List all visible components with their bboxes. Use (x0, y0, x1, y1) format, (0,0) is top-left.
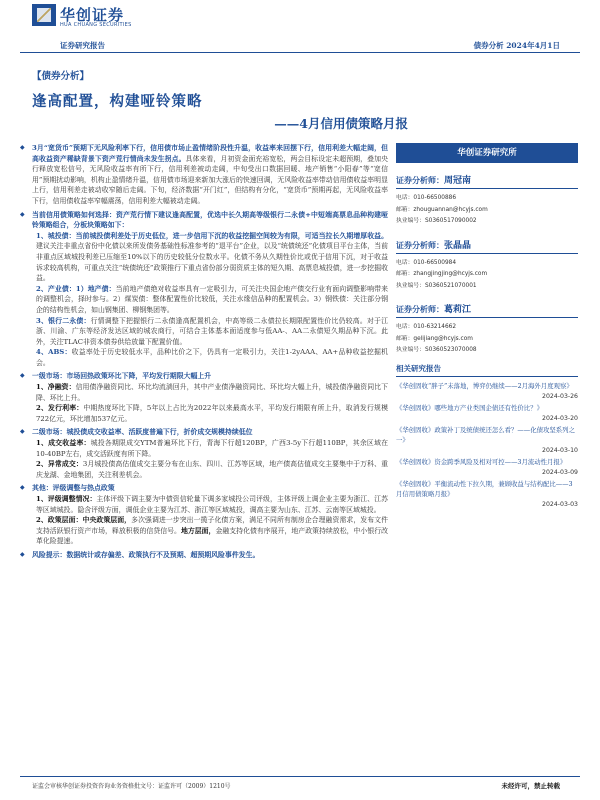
company-logo-icon (32, 4, 56, 26)
report-type: 证券研究报告 (60, 41, 105, 50)
analyst-name-row (396, 173, 578, 186)
chengtou-lead: 1、城投债：当前城投债利差处于历史低位，进一步信用下沉的收益挖掘空间较为有限，可适当拉长久期增厚收益。 (36, 231, 388, 240)
logo-text-en: HUA CHUANG SECURITIES (60, 22, 132, 28)
other-lead: 其他：评级调整与热点政策 (32, 484, 115, 493)
rating-text: 主体评级下调主要为中债资信轮量下调多家城投公司评级，主体评级上调企业主要为浙江、江苏等区域城投。隐含评级方面，调低企业主要为江苏、浙江等区域城投，调高主要为山东、江苏、云南等区域城投。 (36, 495, 388, 514)
related-report-date: 2024-03-09 (542, 468, 578, 476)
related-report-date: 2024-03-03 (542, 500, 578, 508)
sidebar-header: 华创证券研究所 (396, 143, 578, 163)
risk-warning (20, 550, 388, 561)
report-title: 逢高配置，构建哑铃策略 (32, 93, 203, 110)
policy-paragraph (20, 515, 388, 547)
chengtou-paragraph (20, 231, 388, 284)
analyst-contact (396, 322, 578, 357)
related-report-link[interactable]: 《华创固收》资金跨季风险及相对可控——3月流动性月报》 (396, 457, 567, 466)
secondary-market-heading (20, 427, 388, 438)
industry-text: 当前地产债绝对收益率具有一定吸引力，可关注央国企地产债交行业有面向调整影响带来的调整机会，择时参与。2）煤炭债：整体配置性价比较低，关注水缘信品种的配置机会。3）钢铁债：关注部分钢企的结构性机会，如山钢集团、柳钢集团等。 (36, 284, 388, 314)
strategy-paragraph (20, 210, 388, 231)
report-tag: 【债券分析】 (32, 71, 90, 82)
analyst-name: 张晶晶 (444, 240, 472, 251)
other-heading (20, 483, 388, 494)
chengtou-text: 建议关注非重点省份中化债以来所发债务基础性标准参考的“退平台”企业，以及“统债统还”化债项目平台主体，当前非重点区域城投利差已压缩至10%以下的历史较低分位数水平。化债不务从久期性价比或优于信用下沉，对于收益诉求较高机构，可重点关注“统债统还”政策推行下重点省份部分弱资质主体的短久期、高票息城投债，进一步挖掘收益。 (36, 242, 388, 283)
industry-paragraph (20, 284, 388, 316)
sidebar (396, 143, 578, 508)
primary-market-heading (20, 371, 388, 382)
related-report-link[interactable]: 《华创固收“胖子”未落地，博弈仍继续——2月海外月度观察》 (396, 381, 573, 390)
analyst-phone: 电话：010-63214662 (396, 324, 457, 330)
yield-paragraph (20, 438, 388, 459)
net-financing-lead: 1、净融资： (36, 383, 76, 392)
analyst-phone: 电话：010-66500984 (396, 259, 457, 266)
analyst-divider (396, 317, 578, 318)
analyst-email[interactable]: 邮箱：zhouguannan@hcyjs.com (396, 206, 488, 213)
bank-lead: 3、银行二永债： (36, 316, 91, 325)
rating-lead: 1、评级调整情况： (36, 495, 97, 503)
policy-lead: 2、政策层面：中央政策层面， (36, 516, 132, 525)
related-report-link[interactable]: 《华创固收》政策补丁及统债统还怎么看？——化债攻坚系列之一》 (396, 425, 575, 444)
risk-text: 风险提示：数据统计或存偏差、政策执行不及预期、超预期风险事件发生。 (32, 550, 260, 559)
related-report-date: 2024-03-10 (542, 446, 578, 454)
abs-lead: 4、ABS： (36, 348, 72, 357)
abnormal-trade-text: 3月城投债高估值成交主要分布在山东、四川、江苏等区域，地产债高估值成交主要集中于万科、重庆龙湖、金地集团，关注利差机会。 (36, 460, 388, 479)
analyst-email[interactable]: 邮箱：gelijiang@hcyjs.com (396, 335, 473, 342)
analyst-contact (396, 193, 578, 228)
issuance-paragraph (20, 403, 388, 424)
analyst-role: 证券分析师： (396, 304, 444, 314)
analyst-cert: 执业编号：S0360523070008 (396, 347, 477, 353)
yield-text: 城投各期限成交YTM普遍环比下行，青海下行超120BP，广西3-5y下行超110BP，其余区域在10-40BP左右，成交活跃度有所下降。 (36, 439, 388, 458)
related-divider (396, 376, 578, 377)
analyst-role: 证券分析师： (396, 239, 444, 250)
primary-market-lead: 一级市场：市场回热政策环比下降，平均发行期限大幅上升 (32, 372, 212, 381)
related-reports-heading: 相关研究报告 (396, 363, 441, 373)
yield-lead: 1、成交收益率： (36, 439, 91, 448)
analyst-contact (396, 258, 578, 293)
bank-text: 行情调整下把握银行二永债逢高配置机会，中高等级二永债拉长期限配置性价比仍较高。对于江浙、川渝、广东等经济发达区域的城农商行，可结合主体基本面适度参与低AA-、AA二永债短久期品种下沉。此外，关注TLAC非资本债券供给放量下配置价值。 (36, 316, 388, 346)
bank-paragraph (20, 316, 388, 348)
analyst-phone: 电话：010-66500886 (396, 195, 457, 201)
net-financing-text: 信用债净融资同比、环比均流淌回升，其中产业债净融资同比、环比均大幅上升，城投债净融资同比下降、环比上升。 (36, 383, 389, 402)
analyst-name: 葛莉江 (444, 305, 472, 315)
rating-paragraph (20, 494, 388, 515)
analyst-name-row (396, 238, 578, 251)
analyst-name: 周冠南 (444, 176, 472, 186)
policy-local-text: 金融支持化债有序展开，地产政策持续放松，中小银行改革化险提速。 (36, 526, 389, 546)
issuance-lead: 2、发行利率： (36, 404, 84, 413)
header-divider (20, 52, 580, 53)
analyst-cert: 执业编号：S0360521070001 (396, 282, 477, 289)
analyst-divider (396, 188, 578, 189)
report-body (20, 143, 388, 561)
summary-lead: 3月“宽货币”预期下无风险利率下行，信用债市场止盈情绪阶段性升温，收益率来回摆下行，信用利差大幅走阔，但高收益资产稀缺背景下资产荒行情尚未发生拐点。 (32, 144, 388, 163)
analyst-role: 证券分析师： (396, 175, 444, 185)
related-report-link[interactable]: 《华创固收》平衡流动性下拉久期，兼顾收益与结构配比——3月信用债策略月报》 (396, 479, 573, 498)
logo-text-cn: 华创证券 (60, 6, 125, 24)
abnormal-trade-paragraph (20, 459, 388, 480)
abs-text: 收益率处于历史较低水平，品种比价之下，仍具有一定吸引力，关注1-2yAAA、AA+品种收益挖掘机会。 (36, 348, 388, 367)
analyst-divider (396, 253, 578, 254)
strategy-lead: 当前信用债策略如何选择：资产荒行情下建议逢高配置，优选中长久期高等级银行二永债+中短端高票息品种构建哑铃策略组合，分板块策略如下： (32, 210, 388, 230)
report-subtitle: ——4月信用债策略月报 (274, 116, 408, 131)
abs-paragraph (20, 347, 388, 368)
secondary-market-lead: 二级市场：城投债成交收益率、活跃度普遍下行，折价成交规模持续低位 (32, 428, 253, 437)
footer-divider (20, 776, 580, 777)
related-report-link[interactable]: 《华创固收》哪些地方产业类国企债还有性价比？》 (396, 403, 543, 412)
footer-copyright: 未经许可，禁止转载 (501, 782, 560, 790)
analyst-email[interactable]: 邮箱：zhangjingjing@hcyjs.com (396, 271, 488, 277)
footer-license: 证监会审核华创证券投资咨询业务资格批文号：证监许可（2009）1210号 (32, 783, 231, 790)
summary-text: 具体来看，月初资金面充裕宽松，两会目标设定未超预期，叠加央行释放宽松信号，无风险收益率有所下行，信用利差被动走阔，中旬受出口数据回暖、地产销售“小阳春”等“宽信用”预期扰动影响，机构止盈情绪升温，信用债市场迎来新加大涨后的快速回调，无风险收益率带动信用债收益率明显上行，信用利差走被动收窄随后走阔。下旬，经济数据“开门红”，但结构有分化，“宽货币”预期再起，无风险收益率下行，信用债收益率窄幅震荡，信用利差大幅被动走阔。 (32, 154, 388, 205)
abnormal-trade-lead: 2、异常成交： (36, 460, 83, 469)
related-report-date: 2024-03-26 (542, 392, 578, 400)
summary-paragraph (20, 143, 388, 207)
report-date-info: 债券分析 2024年4月1日 (473, 41, 560, 50)
policy-text: 多次强调进一步突出一揽子化债方案，满足不同所有制房企合理融资需求，发布文件支持活跃银行资产市场，释放积极的信贷信号。 (36, 516, 388, 535)
issuance-text: 中期热度环比下降，5年以上占比为2022年以来最高水平，平均发行期限有所上升，取消发行规模722亿元，环比增加537亿元。 (36, 404, 389, 423)
related-report-date: 2024-03-20 (542, 414, 578, 422)
analyst-cert: 执业编号：S0360517090002 (396, 218, 477, 224)
net-financing-paragraph (20, 382, 388, 403)
analyst-name-row (396, 302, 578, 315)
industry-lead: 2、产业债：1）地产债： (36, 284, 116, 293)
policy-local-lead: 地方层面， (180, 526, 216, 535)
